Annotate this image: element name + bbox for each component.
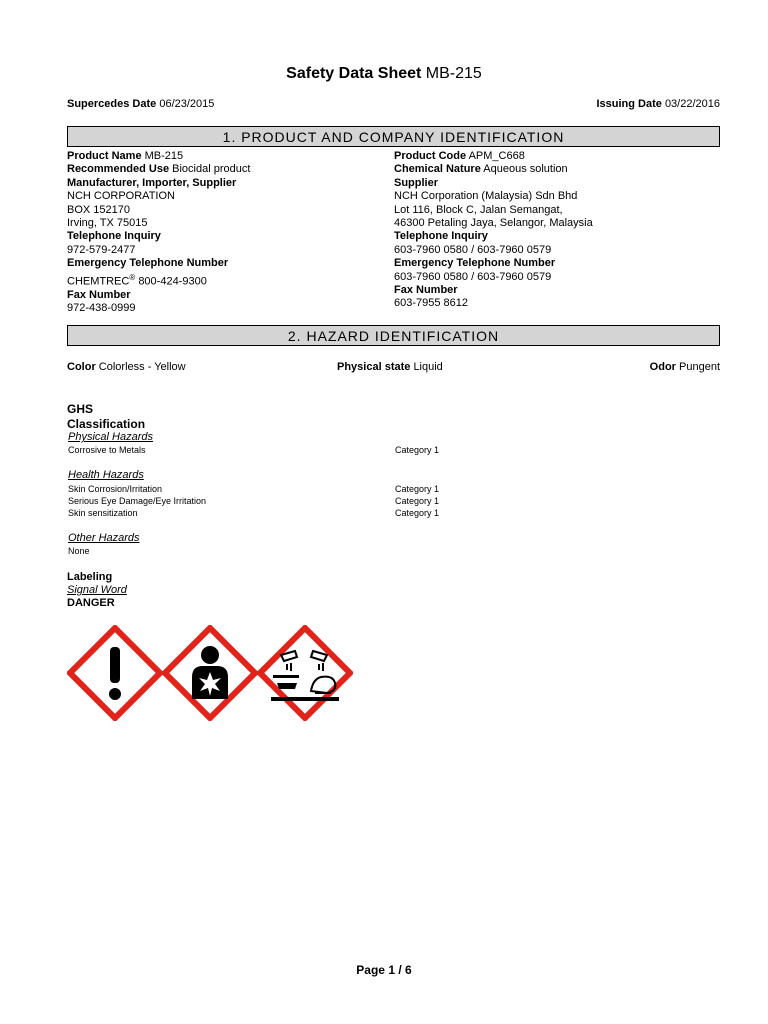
supplier-address-line: NCH Corporation (Malaysia) Sdn Bhd — [394, 190, 578, 203]
telephone-label: Telephone Inquiry — [67, 230, 161, 243]
exclamation-mark-icon — [67, 625, 163, 721]
supplier-emergency-label: Emergency Telephone Number — [394, 257, 556, 270]
supercedes-value: 06/23/2015 — [159, 98, 215, 110]
color-row — [67, 361, 186, 373]
recommended-use-label: Recommended Use — [67, 163, 170, 176]
supplier-emergency-value: 603-7960 0580 / 603-7960 0579 — [394, 270, 552, 283]
chemical-nature — [394, 163, 720, 176]
classification-label: Classification — [67, 417, 146, 431]
product-code — [394, 150, 720, 163]
supplier-label: Supplier — [394, 176, 439, 189]
section-2-heading: 2. HAZARD IDENTIFICATION — [67, 325, 720, 346]
chemical-nature-value: Aqueous solution — [483, 163, 568, 176]
supplier-address-line: Lot 116, Block C, Jalan Semangat, — [394, 203, 563, 216]
fax-label: Fax Number — [67, 288, 131, 301]
title-label: Safety Data Sheet — [286, 65, 422, 82]
supercedes-label: Supercedes Date — [67, 98, 157, 110]
page-number — [0, 963, 768, 977]
color-value: Colorless - Yellow — [98, 361, 186, 373]
issuing-label: Issuing Date — [596, 98, 662, 110]
page-value: 1 / 6 — [388, 963, 412, 977]
hazard-name: Skin sensitization — [68, 508, 138, 518]
registered-mark: ® — [129, 272, 136, 282]
manufacturer-address-line: Irving, TX 75015 — [67, 217, 148, 230]
hazard-name: Serious Eye Damage/Eye Irritation — [68, 496, 207, 506]
section-1-heading: 1. PRODUCT AND COMPANY IDENTIFICATION — [67, 126, 720, 147]
product-name — [67, 150, 387, 163]
product-code-label: Product Code — [394, 150, 467, 162]
chemical-nature-label: Chemical Nature — [394, 163, 481, 176]
page-label: Page — [356, 963, 385, 977]
fax-value: 972-438-0999 — [67, 302, 136, 315]
hazard-category: Category 1 — [395, 508, 440, 518]
ghs-heading — [67, 402, 145, 432]
signal-word-value: DANGER — [67, 597, 115, 609]
product-name-label: Product Name — [67, 150, 142, 162]
hazard-name: Corrosive to Metals — [68, 445, 146, 455]
hazard-name: Skin Corrosion/Irritation — [68, 484, 163, 494]
product-name-value: MB-215 — [144, 150, 184, 162]
manufacturer-label: Manufacturer, Importer, Supplier — [67, 176, 237, 189]
supplier-address-line: 46300 Petaling Jaya, Selangor, Malaysia — [394, 217, 593, 230]
product-code-value: APM_C668 — [468, 150, 525, 162]
title-product: MB-215 — [425, 65, 482, 82]
manufacturer-address-line: NCH CORPORATION — [67, 190, 175, 203]
hazard-category: Category 1 — [395, 484, 440, 494]
issuing-value: 03/22/2016 — [664, 98, 720, 110]
emergency-value — [67, 271, 387, 289]
document-title — [0, 65, 768, 83]
emergency-label: Emergency Telephone Number — [67, 257, 229, 270]
telephone-value: 972-579-2477 — [67, 243, 136, 256]
issuing-date — [596, 98, 720, 110]
section-1-right-column — [394, 150, 720, 311]
physical-state-row — [337, 361, 443, 373]
supplier-telephone-value: 603-7960 0580 / 603-7960 0579 — [394, 243, 552, 256]
other-hazards-value: None — [68, 546, 90, 556]
chemtrec-number: 800-424-9300 — [138, 275, 207, 288]
odor-label: Odor — [649, 361, 676, 373]
physical-hazards-heading: Physical Hazards — [68, 431, 153, 443]
health-hazard-icon — [162, 625, 258, 721]
recommended-use — [67, 163, 387, 176]
color-label: Color — [67, 361, 96, 373]
section-1-left-column — [67, 150, 387, 316]
other-hazards-heading: Other Hazards — [68, 532, 140, 544]
hazard-category: Category 1 — [395, 496, 440, 506]
recommended-use-value: Biocidal product — [172, 163, 251, 176]
supplier-fax-value: 603-7955 8612 — [394, 297, 469, 310]
chemtrec-label: CHEMTREC — [67, 275, 130, 288]
ghs-label: GHS — [67, 402, 94, 416]
odor-row — [650, 361, 720, 373]
health-hazards-heading: Health Hazards — [68, 469, 144, 481]
physical-state-label: Physical state — [337, 361, 411, 373]
odor-value: Pungent — [679, 361, 720, 373]
labeling-heading: Labeling — [67, 571, 113, 583]
signal-word-heading: Signal Word — [67, 584, 127, 596]
physical-state-value: Liquid — [413, 361, 443, 373]
manufacturer-address-line: BOX 152170 — [67, 203, 130, 216]
supercedes-date — [67, 98, 214, 110]
supplier-telephone-label: Telephone Inquiry — [394, 230, 488, 243]
corrosion-icon — [257, 625, 353, 721]
hazard-category: Category 1 — [395, 445, 440, 455]
supplier-fax-label: Fax Number — [394, 284, 458, 297]
